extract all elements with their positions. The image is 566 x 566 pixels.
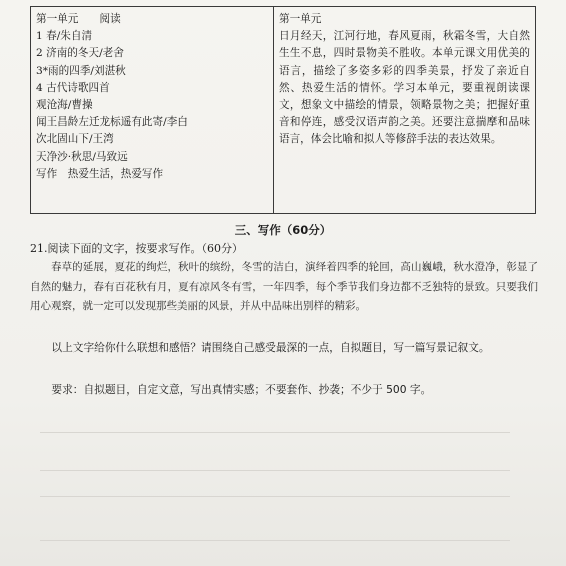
unit-intro-cell <box>274 7 536 214</box>
contents-cell <box>31 7 274 214</box>
contents-line: 3*雨的四季/刘湛秋 <box>36 64 126 77</box>
contents-line: 写作 热爱生活，热爱写作 <box>36 167 164 180</box>
contents-line: 4 古代诗歌四首 <box>36 81 110 94</box>
question-requirements: 要求：自拟题目，自定文意，写出真情实感；不要套作、抄袭；不少于 500 字。 <box>51 383 432 396</box>
bleed-through-line <box>40 540 510 541</box>
bleed-through-line <box>40 470 510 471</box>
contents-line: 天净沙·秋思/马致远 <box>36 150 128 163</box>
bleed-through-line <box>40 432 510 433</box>
question-prompt: 以上文字给你什么联想和感悟？请围绕自己感受最深的一点，自拟题目，写一篇写景记叙文。 <box>51 341 490 354</box>
section-title: 三、写作（60分） <box>234 223 332 237</box>
contents-line: 观沧海/曹操 <box>36 99 93 112</box>
unit-intro-heading: 第一单元 <box>279 13 322 25</box>
contents-line: 第一单元 阅读 <box>36 13 121 25</box>
unit-intro-text: 日月经天，江河行地，春风夏雨，秋霜冬雪，大自然生生不息，四时景物美不胜收。本单元课文用优美的语言，描绘了多姿多彩的四季美景，抒发了亲近自然、热爱生活的情怀。学习本单元，要重视朗读课文，想象文中描绘的情景，领略景物之美；把握好重音和停连，感受汉语声韵之美。还要注意揣摩和品味语言，体会比喻和拟人等修辞手法的表达效果。 <box>279 30 530 146</box>
contents-line: 2 济南的冬天/老舍 <box>36 47 124 60</box>
contents-line: 1 春/朱自清 <box>36 30 93 43</box>
contents-line: 闻王昌龄左迁龙标遥有此寄/李白 <box>36 116 188 129</box>
question-passage: 春草的延展，夏花的绚烂，秋叶的缤纷，冬雪的洁白，演绎着四季的轮回，高山巍峨，秋水澄净，彰显了自然的魅力，春有百花秋有月，夏有凉风冬有雪，一年四季，每个季节我们身边都不乏独特的景致。只要我们用心观察，就一定可以发现那些美丽的风景，并从中品味出别样的精彩。 <box>30 261 538 312</box>
bleed-through-line <box>40 496 510 497</box>
contents-line: 次北固山下/王湾 <box>36 133 114 146</box>
question-heading: 21.阅读下面的文字，按要求写作。（60分） <box>30 242 243 255</box>
unit-table <box>30 6 536 214</box>
